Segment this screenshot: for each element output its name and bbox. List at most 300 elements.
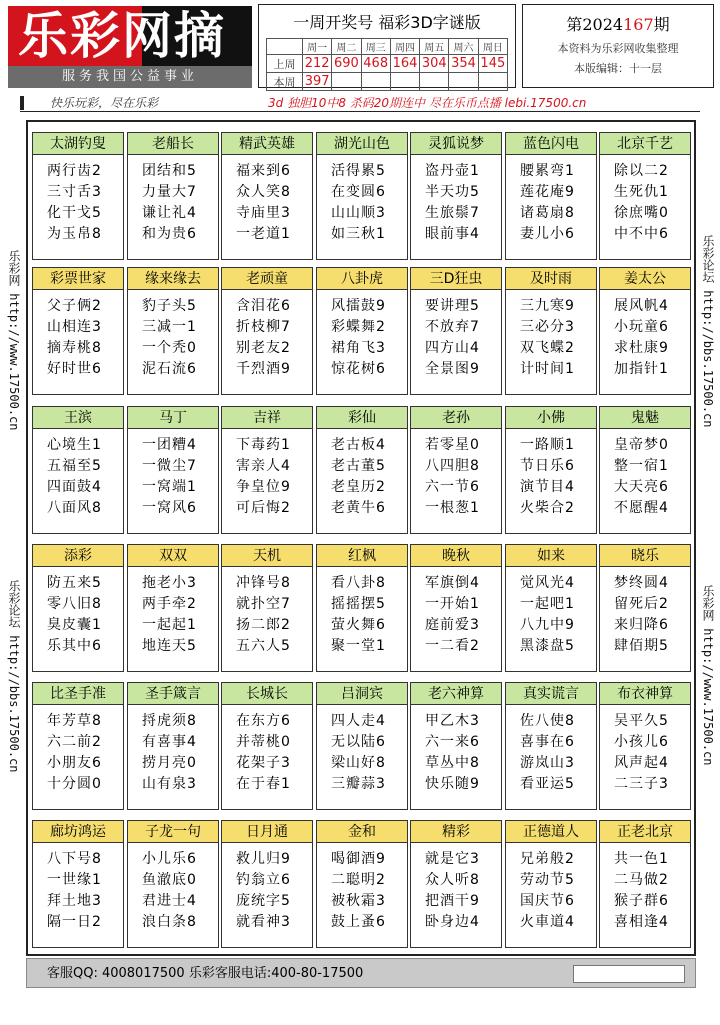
riddle-line: 不放弃7 [425, 319, 480, 335]
side-label-right-top[interactable]: 乐彩论坛 http://bbs.17500.cn [701, 235, 715, 428]
source-note: 本资料为乐彩网收集整理 [557, 42, 679, 55]
riddle-lines [506, 290, 596, 380]
riddle-line: 佐八使8 [520, 713, 575, 729]
riddle-line: 小朋友6 [47, 755, 102, 771]
draw-number [332, 73, 361, 91]
riddle-line: 三寸舌3 [47, 184, 102, 200]
riddle-line: 游岚山3 [520, 755, 575, 771]
riddle-line: 泥石流6 [142, 361, 197, 377]
riddle-line: 福来到6 [236, 163, 291, 179]
riddle-line: 一微尘7 [142, 458, 197, 474]
riddle-lines [506, 429, 596, 519]
riddle-line: 化干戈5 [47, 205, 102, 221]
riddle-line: 八面风8 [47, 500, 102, 516]
riddle-line: 看八卦8 [331, 575, 386, 591]
riddle-lines [317, 429, 407, 519]
riddle-author: 精彩 [411, 821, 501, 843]
riddle-author: 布衣神算 [600, 683, 690, 705]
riddle-line: 风声起4 [614, 755, 669, 771]
riddle-line: 一老道1 [236, 226, 291, 242]
riddle-card [410, 267, 502, 395]
draw-number [420, 73, 449, 91]
riddle-card [505, 820, 597, 948]
riddle-line: 好时世6 [47, 361, 102, 377]
riddle-line: 在变圆6 [331, 184, 386, 200]
riddle-author: 王滨 [33, 407, 123, 429]
riddle-line: 加指针1 [614, 361, 669, 377]
riddle-line: 拜土地3 [47, 893, 102, 909]
riddle-line: 鱼澈底0 [142, 872, 197, 888]
riddle-line: 在东方6 [236, 713, 291, 729]
riddle-lines [411, 843, 501, 933]
riddle-line: 喜事在6 [520, 734, 575, 750]
riddle-line: 为玉帛8 [47, 226, 102, 242]
riddle-author: 太湖钓叟 [33, 133, 123, 155]
riddle-author: 姜太公 [600, 268, 690, 290]
riddle-card [221, 820, 313, 948]
riddle-line: 皇帝梦0 [614, 437, 669, 453]
riddle-line: 折枝柳7 [236, 319, 291, 335]
riddle-line: 隔一日2 [47, 914, 102, 930]
riddle-line: 大天亮6 [614, 479, 669, 495]
riddle-line: 黑漆盘5 [520, 638, 575, 654]
riddle-line: 演节目4 [520, 479, 575, 495]
riddle-line: 喜相逢4 [614, 914, 669, 930]
riddle-line: 一路顺1 [520, 437, 575, 453]
riddle-line: 一个秃0 [142, 340, 197, 356]
riddle-line: 千烈酒9 [236, 361, 291, 377]
riddle-line: 三九寒9 [520, 298, 575, 314]
issue-suffix: 期 [653, 15, 670, 34]
riddle-author: 日月通 [222, 821, 312, 843]
riddle-author: 彩仙 [317, 407, 407, 429]
riddle-author: 老船长 [128, 133, 218, 155]
riddle-card [505, 406, 597, 534]
riddle-author: 彩票世家 [33, 268, 123, 290]
issue-number [522, 12, 714, 35]
riddle-line: 老黄牛6 [331, 500, 386, 516]
riddle-line: 活得累5 [331, 163, 386, 179]
riddle-author: 蓝色闪电 [506, 133, 596, 155]
riddle-line: 惊花树6 [331, 361, 386, 377]
riddle-line: 捞月亮0 [142, 755, 197, 771]
brand-slogan: 服务我国公益事业 [8, 66, 252, 88]
riddle-line: 除以二2 [614, 163, 669, 179]
riddle-line: 共一色1 [614, 851, 669, 867]
riddle-line: 整一宿1 [614, 458, 669, 474]
riddle-author: 真实谎言 [506, 683, 596, 705]
riddle-line: 救儿归9 [236, 851, 291, 867]
riddle-line: 风擂鼓9 [331, 298, 386, 314]
riddle-lines [33, 705, 123, 795]
riddle-line: 军旗倒4 [425, 575, 480, 591]
riddle-card [410, 132, 502, 260]
riddle-line: 要讲理5 [425, 298, 480, 314]
side-label-left-top[interactable]: 乐彩网 http://www.17500.cn [7, 250, 21, 431]
riddle-card [599, 682, 691, 810]
riddle-line: 猴子群6 [614, 893, 669, 909]
riddle-line: 妻儿小6 [520, 226, 575, 242]
day-header: 周一 [303, 39, 332, 55]
riddle-line: 摘寿桃8 [47, 340, 102, 356]
riddle-card [599, 267, 691, 395]
riddle-card [599, 132, 691, 260]
riddle-line: 留死后2 [614, 596, 669, 612]
riddle-card [221, 406, 313, 534]
riddle-line: 吴平久5 [614, 713, 669, 729]
riddle-author: 老六神算 [411, 683, 501, 705]
riddle-lines [506, 705, 596, 795]
riddle-author: 正老北京 [600, 821, 690, 843]
riddle-line: 腰累弯1 [520, 163, 575, 179]
riddle-card [127, 267, 219, 395]
riddle-line: 冲锋号8 [236, 575, 291, 591]
day-header: 周六 [449, 39, 478, 55]
riddle-lines [128, 290, 218, 380]
riddle-card [599, 820, 691, 948]
riddle-line: 看亚运5 [520, 776, 575, 792]
riddle-card [410, 406, 502, 534]
side-label-left-bottom[interactable]: 乐彩论坛 http://bbs.17500.cn [7, 580, 21, 773]
riddle-card [505, 267, 597, 395]
riddle-lines [222, 843, 312, 933]
riddle-line: 觉风光4 [520, 575, 575, 591]
riddle-line: 计时间1 [520, 361, 575, 377]
riddle-lines [128, 567, 218, 657]
riddle-line: 八九中9 [520, 617, 575, 633]
riddle-card [127, 132, 219, 260]
riddle-lines [506, 155, 596, 245]
riddle-lines [128, 705, 218, 795]
riddle-line: 一二看2 [425, 638, 480, 654]
riddle-line: 八下号8 [47, 851, 102, 867]
riddle-line: 众人听8 [425, 872, 480, 888]
riddle-card [316, 544, 408, 672]
riddle-author: 精武英雄 [222, 133, 312, 155]
riddle-line: 把酒干9 [425, 893, 480, 909]
riddle-author: 小佛 [506, 407, 596, 429]
riddle-line: 来归降6 [614, 617, 669, 633]
riddle-lines [600, 290, 690, 380]
riddle-line: 诸葛扇8 [520, 205, 575, 221]
riddle-author: 老孙 [411, 407, 501, 429]
riddle-line: 五福至5 [47, 458, 102, 474]
riddle-lines [33, 429, 123, 519]
riddle-lines [222, 567, 312, 657]
riddle-line: 父子俩2 [47, 298, 102, 314]
riddle-line: 一起起1 [142, 617, 197, 633]
draw-number [478, 73, 507, 91]
riddle-line: 裙角飞3 [331, 340, 386, 356]
riddle-line: 拖老小3 [142, 575, 197, 591]
riddle-lines [600, 155, 690, 245]
riddle-author: 长城长 [222, 683, 312, 705]
riddle-card [599, 406, 691, 534]
riddle-line: 中不中6 [614, 226, 669, 242]
riddle-line: 国庆节6 [520, 893, 575, 909]
riddle-card [32, 267, 124, 395]
tagline-bar [20, 94, 700, 112]
day-header: 周日 [478, 39, 507, 55]
riddle-lines [222, 705, 312, 795]
riddle-author: 双双 [128, 545, 218, 567]
riddle-card [410, 820, 502, 948]
riddle-card [127, 406, 219, 534]
riddle-card [410, 544, 502, 672]
riddle-card [316, 267, 408, 395]
riddle-line: 一窝风6 [142, 500, 197, 516]
riddle-card [127, 820, 219, 948]
riddle-line: 团结和5 [142, 163, 197, 179]
riddle-lines [317, 567, 407, 657]
riddle-line: 梁山好8 [331, 755, 386, 771]
riddle-line: 卧身边4 [425, 914, 480, 930]
riddle-line: 花架子3 [236, 755, 291, 771]
riddle-line: 谦让礼4 [142, 205, 197, 221]
riddle-line: 劳动节5 [520, 872, 575, 888]
riddle-author: 及时雨 [506, 268, 596, 290]
riddle-line: 六一节6 [425, 479, 480, 495]
editor-note: 本版编辑：十一层 [574, 62, 662, 75]
riddle-lines [506, 567, 596, 657]
riddle-line: 盗丹壶1 [425, 163, 480, 179]
brand-logo: 乐彩网摘 [18, 7, 226, 65]
riddle-line: 小儿乐6 [142, 851, 197, 867]
draw-number: 164 [390, 55, 419, 73]
riddle-line: 就看神3 [236, 914, 291, 930]
riddle-line: 兄弟般2 [520, 851, 575, 867]
riddle-author: 晚秋 [411, 545, 501, 567]
riddle-line: 和为贵6 [142, 226, 197, 242]
riddle-card [32, 132, 124, 260]
riddle-line: 一窝端1 [142, 479, 197, 495]
riddle-line: 梦终圆4 [614, 575, 669, 591]
riddle-line: 无以陆6 [331, 734, 386, 750]
riddle-card [505, 544, 597, 672]
riddle-line: 五六人5 [236, 638, 291, 654]
riddle-card [316, 820, 408, 948]
riddle-card [32, 406, 124, 534]
riddle-line: 老古板4 [331, 437, 386, 453]
riddle-line: 豹子头5 [142, 298, 197, 314]
riddle-lines [411, 567, 501, 657]
riddle-author: 鬼魅 [600, 407, 690, 429]
riddle-author: 吕洞宾 [317, 683, 407, 705]
riddle-card [221, 132, 313, 260]
riddle-author: 比圣手准 [33, 683, 123, 705]
riddle-lines [411, 429, 501, 519]
riddle-lines [222, 290, 312, 380]
riddle-line: 两行齿2 [47, 163, 102, 179]
riddle-line: 节日乐6 [520, 458, 575, 474]
edition-title: 一周开奖号 福彩3D字谜版 [293, 13, 481, 32]
riddle-line: 摇摇摆5 [331, 596, 386, 612]
day-header: 周二 [332, 39, 361, 55]
riddle-line: 钓翁立6 [236, 872, 291, 888]
riddle-line: 捋虎须8 [142, 713, 197, 729]
riddle-line: 年芳草8 [47, 713, 102, 729]
tagline-mark [20, 96, 24, 110]
riddle-author: 如来 [506, 545, 596, 567]
draw-results-table [266, 38, 508, 91]
riddle-lines [317, 705, 407, 795]
riddle-line: 三必分3 [520, 319, 575, 335]
riddle-line: 一起吧1 [520, 596, 575, 612]
riddle-lines [411, 290, 501, 380]
riddle-card [32, 544, 124, 672]
riddle-line: 全景图9 [425, 361, 480, 377]
draw-days-row [267, 39, 508, 55]
riddle-author: 八卦虎 [317, 268, 407, 290]
riddle-line: 零八旧8 [47, 596, 102, 612]
riddle-line: 可后悔2 [236, 500, 291, 516]
riddle-line: 三减一1 [142, 319, 197, 335]
draw-number [390, 73, 419, 91]
tagline-promo-link[interactable]: 3d 独胆10中8 杀码20期连中 尽在乐币点播 lebi.17500.cn [268, 96, 587, 110]
riddle-line: 生旅鬃7 [425, 205, 480, 221]
draw-number [449, 73, 478, 91]
riddle-author: 廊坊鸿运 [33, 821, 123, 843]
riddle-line: 害亲人4 [236, 458, 291, 474]
riddle-lines [128, 155, 218, 245]
riddle-line: 如三秋1 [331, 226, 386, 242]
riddle-card [221, 544, 313, 672]
this-week-label: 本周 [267, 73, 303, 91]
riddle-line: 六二前2 [47, 734, 102, 750]
riddle-line: 臭皮囊1 [47, 617, 102, 633]
riddle-line: 二三子3 [614, 776, 669, 792]
day-header: 周三 [361, 39, 390, 55]
riddle-card [32, 820, 124, 948]
riddle-line: 争皇位9 [236, 479, 291, 495]
riddle-line: 老古董5 [331, 458, 386, 474]
riddle-author: 圣手箴言 [128, 683, 218, 705]
riddle-lines [600, 843, 690, 933]
last-week-row [267, 55, 508, 73]
this-week-row [267, 73, 508, 91]
riddle-line: 有喜事4 [142, 734, 197, 750]
side-label-right-bottom[interactable]: 乐彩网 http://www.17500.cn [701, 585, 715, 766]
riddle-line: 不愿醒4 [614, 500, 669, 516]
riddle-lines [600, 705, 690, 795]
riddle-line: 别老友2 [236, 340, 291, 356]
riddle-card [32, 682, 124, 810]
riddle-card [221, 682, 313, 810]
riddle-line: 一根葱1 [425, 500, 480, 516]
riddle-line: 展风帆4 [614, 298, 669, 314]
riddle-card [316, 682, 408, 810]
day-header: 周五 [420, 39, 449, 55]
riddle-line: 求杜康9 [614, 340, 669, 356]
footer-input-box [573, 965, 685, 983]
riddle-line: 力量大7 [142, 184, 197, 200]
riddle-grid [26, 120, 696, 956]
riddle-author: 金和 [317, 821, 407, 843]
riddle-lines [411, 705, 501, 795]
riddle-lines [317, 155, 407, 245]
draw-number: 354 [449, 55, 478, 73]
riddle-line: 鼓上蚤6 [331, 914, 386, 930]
riddle-card [221, 267, 313, 395]
riddle-line: 草丛中8 [425, 755, 480, 771]
riddle-line: 心境生1 [47, 437, 102, 453]
issue-prefix: 第2024 [566, 15, 624, 34]
draw-number: 397 [303, 73, 332, 91]
riddle-line: 喝御酒9 [331, 851, 386, 867]
riddle-line: 十分圆0 [47, 776, 102, 792]
riddle-line: 四面鼓4 [47, 479, 102, 495]
riddle-lines [600, 567, 690, 657]
riddle-author: 晓乐 [600, 545, 690, 567]
riddle-line: 山山顺3 [331, 205, 386, 221]
riddle-line: 八四胆8 [425, 458, 480, 474]
riddle-lines [600, 429, 690, 519]
riddle-line: 一世缘1 [47, 872, 102, 888]
riddle-line: 六一来6 [425, 734, 480, 750]
riddle-lines [222, 429, 312, 519]
issue-value: 167 [623, 15, 654, 34]
riddle-line: 莲花庵9 [520, 184, 575, 200]
footer-text: 客服QQ: 4008017500 乐彩客服电话:400-80-17500 [47, 966, 364, 981]
riddle-line: 君进士4 [142, 893, 197, 909]
riddle-line: 并蒂桃0 [236, 734, 291, 750]
riddle-line: 四方山4 [425, 340, 480, 356]
riddle-line: 就扑空7 [236, 596, 291, 612]
riddle-line: 小玩童6 [614, 319, 669, 335]
tagline-left: 快乐玩彩，尽在乐彩 [50, 96, 159, 110]
riddle-line: 山相连3 [47, 319, 102, 335]
riddle-author: 三D狂虫 [411, 268, 501, 290]
riddle-author: 北京千艺 [600, 133, 690, 155]
riddle-lines [506, 843, 596, 933]
last-week-label: 上周 [267, 55, 303, 73]
riddle-line: 二聪明2 [331, 872, 386, 888]
riddle-author: 添彩 [33, 545, 123, 567]
riddle-line: 扬二郎2 [236, 617, 291, 633]
draw-number [361, 73, 390, 91]
riddle-line: 庭前爱3 [425, 617, 480, 633]
riddle-card [410, 682, 502, 810]
riddle-line: 火車道4 [520, 914, 575, 930]
riddle-line: 在于春1 [236, 776, 291, 792]
riddle-author: 老顽童 [222, 268, 312, 290]
footer-contact [26, 958, 696, 988]
riddle-lines [33, 290, 123, 380]
draw-number: 212 [303, 55, 332, 73]
riddle-line: 老皇历2 [331, 479, 386, 495]
riddle-author: 马丁 [128, 407, 218, 429]
riddle-author: 子龙一句 [128, 821, 218, 843]
draw-number: 468 [361, 55, 390, 73]
draw-number: 145 [478, 55, 507, 73]
riddle-lines [222, 155, 312, 245]
riddle-lines [128, 843, 218, 933]
riddle-line: 半天功5 [425, 184, 480, 200]
riddle-author: 正德道人 [506, 821, 596, 843]
riddle-author: 吉祥 [222, 407, 312, 429]
riddle-line: 寺庙里3 [236, 205, 291, 221]
riddle-line: 快乐随9 [425, 776, 480, 792]
riddle-lines [128, 429, 218, 519]
riddle-line: 火柴合2 [520, 500, 575, 516]
riddle-card [505, 682, 597, 810]
riddle-line: 庞统字5 [236, 893, 291, 909]
riddle-line: 一开始1 [425, 596, 480, 612]
riddle-line: 下毒药1 [236, 437, 291, 453]
empty-corner [267, 39, 303, 55]
riddle-line: 众人笑8 [236, 184, 291, 200]
riddle-lines [33, 567, 123, 657]
